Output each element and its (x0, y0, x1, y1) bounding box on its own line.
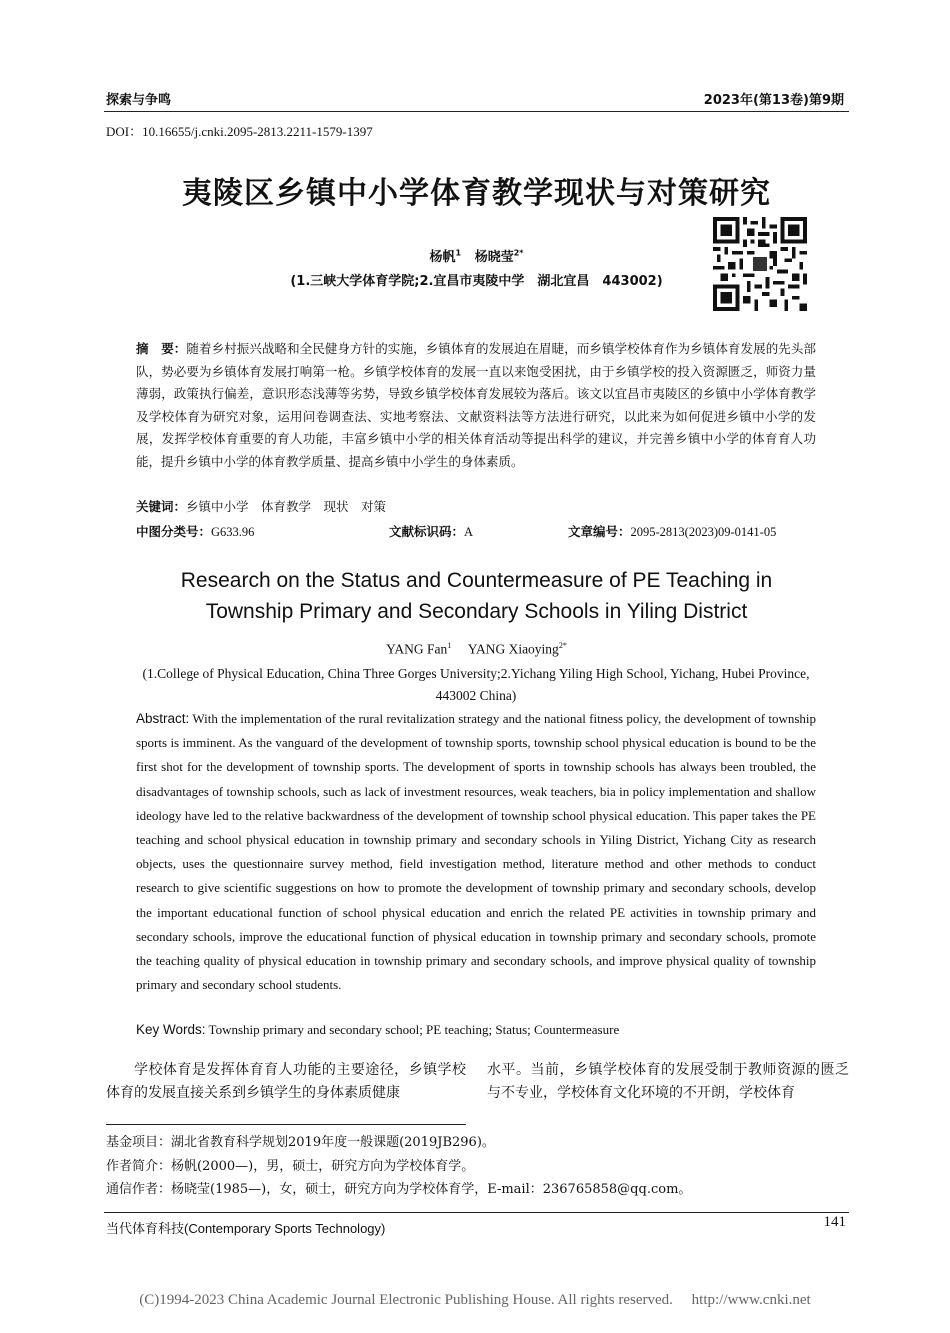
keywords-cn-label: 关键词： (136, 499, 187, 514)
running-header-section: 探索与争鸣 (106, 93, 172, 108)
abstract-cn (136, 338, 816, 473)
footnote-fund: 基金项目：湖北省教育科学规划2019年度一般课题(2019JB296)。 (106, 1135, 495, 1150)
author-1: 杨帆 (429, 250, 456, 265)
article-number-value: 2095-2813(2023)09-0141-05 (630, 525, 777, 539)
author-en-1: YANG Fan (386, 641, 448, 657)
body-column-left: 学校体育是发挥体育育人功能的主要途径，乡镇学校体育的发展直接关系到乡镇学生的身体素质健康 (106, 1062, 466, 1101)
abstract-en-label: Abstract: (136, 711, 190, 726)
footnote-corresponding-author: 通信作者：杨晓莹(1985—)，女，硕士，研究方向为学校体育学，E-mail：236765858@qq.com。 (106, 1182, 692, 1197)
author-en-2: YANG Xiaoying (467, 641, 559, 657)
english-title-line-1: Research on the Status and Countermeasure of PE Teaching in (180, 569, 773, 592)
keywords-en (136, 1022, 619, 1038)
page-number: 141 (823, 1214, 846, 1230)
affiliation-cn: (1.三峡大学体育学院;2.宜昌市夷陵中学 湖北宜昌 443002) (290, 274, 663, 289)
author-en-2-affil-mark: 2* (558, 641, 567, 650)
copyright-notice: (C)1994-2023 China Academic Journal Electronic Publishing House. All rights reserved. http://www.cnki.net (139, 1292, 811, 1308)
author-en-1-affil-mark: 1 (447, 641, 452, 650)
authors-cn (104, 246, 849, 265)
footer-rule (104, 1212, 849, 1213)
body-column-right: 水平。当前，乡镇学校体育的发展受制于教师资源的匮乏与不专业，学校体育文化环境的不开朗，学校体育 (487, 1062, 849, 1101)
footnote-rule (106, 1124, 466, 1125)
keywords-cn (136, 497, 386, 515)
author-2-affil-mark: 2* (513, 248, 524, 258)
header-rule (104, 111, 849, 112)
clc-value: G633.96 (211, 525, 255, 539)
doc-code-value: A (464, 525, 474, 539)
article-number-label: 文章编号： (568, 524, 631, 539)
footnote-author-bio: 作者简介：杨帆(2000—)，男，硕士，研究方向为学校体育学。 (106, 1158, 475, 1174)
author-1-affil-mark: 1 (455, 248, 462, 258)
affiliation-en: (1.College of Physical Education, China Three Gorges University;2.Yichang Yiling High School, Yichang, Hubei Province, 443002 China) (142, 666, 810, 703)
clc-label: 中图分类号： (136, 524, 212, 539)
author-2: 杨晓莹 (474, 250, 514, 265)
doi: DOI：10.16655/j.cnki.2095-2813.2211-1579-1397 (106, 124, 373, 139)
keywords-en-label: Key Words: (136, 1022, 206, 1037)
english-title-line-2: Township Primary and Secondary Schools in Yiling District (205, 600, 748, 623)
page-title: 夷陵区乡镇中小学体育教学现状与对策研究 (182, 176, 771, 211)
keywords-cn-text: 乡镇中小学 体育教学 现状 对策 (186, 499, 387, 514)
abstract-cn-label: 摘 要： (136, 341, 187, 356)
running-header-issue: 2023年(第13卷)第9期 (703, 93, 844, 108)
journal-name: 当代体育科技(Contemporary Sports Technology) (106, 1221, 386, 1236)
english-title (104, 565, 849, 627)
doc-code-label: 文献标识码： (389, 524, 465, 539)
abstract-cn-text: 随着乡村振兴战略和全民健身方针的实施，乡镇体育的发展迫在眉睫，而乡镇学校体育作为乡镇体育发展的先头部队，势必要为乡镇体育发展打响第一枪。乡镇学校体育的发展一直以来饱受困扰，由于乡镇学校的投入资源匮乏，师资力量薄弱，政策执行偏差，意识形态浅薄等劣势，导致乡镇学校体育发展较为落后。该文以宜昌市夷陵区的乡镇中小学体育教学及学校体育为研究对象，运用问卷调查法、实地考察法、文献资料法等方法进行研究，以此来为如何促进乡镇中小学的发展，发挥学校体育重要的育人功能，丰富乡镇中小学的相关体育活动等提出科学的建议，并完善乡镇中小学的体育育人功能，提升乡镇中小学的体育教学质量、提高乡镇中小学生的身体素质。 (136, 341, 816, 469)
abstract-en-text: With the implementation of the rural revitalization strategy and the national fitness policy, the development of township sports is imminent. As the vanguard of the development of township sports, township school physical education is bound to be the first shot for the development of township sports. The development of sports in township schools has always been troubled, the disadvantages of township schools, such as lack of investment resources, weak teachers, bia in policy implementation and shallow ideology have led to the relative backwardness of the development of township school physical education. This paper takes the PE teaching and school physical education in township primary and secondary schools in Yiling District, Yichang City as research objects, uses the questionnaire survey method, field investigation method, literature method and other methods to conduct research to give scientific suggestions on how to promote the development of township primary and secondary schools, develop the important educational function of school physical education and enrich the related PE activities in township primary and secondary schools, improve the educational function of physical education in township primary and secondary schools, promote the teaching quality of physical education in township primary and secondary schools, and improve physical quality of township primary and secondary school students. (136, 711, 816, 993)
footnotes (106, 1131, 691, 1202)
authors-en (104, 641, 849, 658)
abstract-en (136, 707, 816, 997)
keywords-en-text: Township primary and secondary school; PE teaching; Status; Countermeasure (205, 1022, 620, 1037)
